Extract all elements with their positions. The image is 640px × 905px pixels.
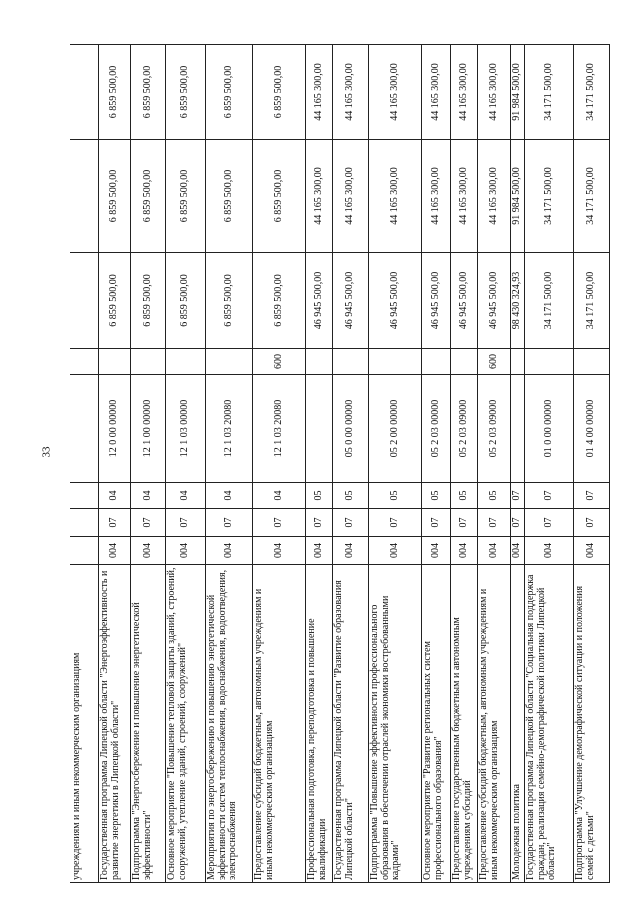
cell-section: 07 (585, 517, 597, 528)
cell-section: 07 (429, 517, 441, 528)
cell-y2020: 44 165 300,00 (388, 167, 400, 225)
cell-y2019: 46 945 500,00 (429, 271, 441, 330)
cell-expense (451, 349, 477, 374)
cell-expense (511, 349, 524, 374)
cell-y2021: 91 984 500,00 (511, 63, 523, 121)
cell-admin (71, 537, 98, 564)
cell-name: Предоставление субсидий бюджетным, автономным учреждениям и иным некоммерческим организациям (253, 588, 275, 880)
cell-subsection: 04 (108, 490, 120, 501)
cell-y2021: 44 165 300,00 (388, 63, 400, 121)
cell-admin: 004 (542, 543, 554, 558)
cell-subsection: 07 (542, 490, 554, 501)
cell-y2020: 34 171 500,00 (542, 167, 554, 225)
cell-name: Молодежная политика (511, 784, 522, 880)
cell-target: 12 1 03 20080 (272, 399, 284, 458)
cell-y2020: 6 859 500,00 (272, 169, 284, 223)
cell-section: 07 (388, 517, 400, 528)
cell-target: 12 1 03 00000 (179, 399, 191, 458)
cell-name: Государственная программа Липецкой области "Социальная поддержка граждан, реализация семейно-демографической политики Липецкой области" (525, 574, 557, 880)
cell-y2019: 6 859 500,00 (179, 274, 191, 327)
cell-y2021: 34 171 500,00 (585, 63, 597, 121)
cell-subsection: 04 (141, 490, 153, 501)
cell-section: 07 (457, 517, 469, 528)
cell-section: 07 (179, 517, 191, 528)
cell-target: 12 1 03 20080 (222, 399, 234, 458)
cell-y2020: 44 165 300,00 (312, 167, 324, 225)
cell-section: 07 (222, 517, 234, 528)
cell-expense: 600 (487, 354, 499, 369)
cell-target: 05 2 00 00000 (388, 399, 400, 458)
cell-name: Подпрограмма "Повышение эффективности профессионального образования в обеспечении отраслей экономики востребованными кадрами" (369, 595, 401, 880)
page-number: 33 (40, 446, 52, 458)
cell-admin: 004 (108, 543, 120, 558)
cell-y2021: 6 859 500,00 (108, 65, 120, 119)
cell-target: 05 2 03 09000 (487, 399, 499, 458)
cell-section: 07 (542, 517, 554, 528)
cell-admin: 004 (457, 543, 469, 558)
cell-y2020: 44 165 300,00 (457, 167, 469, 225)
cell-name: Мероприятия по энергосбережению и повышению энергетической эффективности систем теплоснабжения, водоснабжения, водоотведения, электроснабжения (206, 569, 238, 880)
cell-subsection: 07 (585, 490, 597, 501)
cell-y2019: 6 859 500,00 (141, 274, 153, 327)
cell-y2020: 44 165 300,00 (487, 167, 499, 225)
cell-target: 01 0 00 00000 (542, 399, 554, 458)
cell-section (71, 509, 98, 536)
cell-target: 05 0 00 00000 (344, 399, 356, 458)
cell-y2019: 6 859 500,00 (222, 274, 234, 327)
cell-name: Основное мероприятие "Повышение тепловой защиты зданий, строений, сооружений, утепление зданий, строений, сооружений" (166, 567, 188, 880)
cell-y2020: 44 165 300,00 (344, 167, 356, 225)
cell-admin: 004 (511, 543, 523, 558)
cell-expense: 600 (272, 354, 284, 369)
cell-subsection: 05 (487, 490, 499, 501)
cell-y2019: 46 945 500,00 (388, 271, 400, 330)
cell-subsection: 05 (457, 490, 469, 501)
cell-target: 12 0 00 00000 (108, 399, 120, 458)
cell-expense (206, 349, 252, 374)
cell-expense (369, 349, 421, 374)
cell-expense (574, 349, 609, 374)
cell-target: 12 1 00 00000 (141, 399, 153, 458)
cell-y2021: 6 859 500,00 (141, 65, 153, 119)
cell-y2020: 44 165 300,00 (429, 167, 441, 225)
cell-y2020: 6 859 500,00 (108, 169, 120, 223)
cell-admin: 004 (179, 543, 191, 558)
cell-y2020: 34 171 500,00 (585, 167, 597, 225)
cell-y2019: 46 945 500,00 (312, 271, 324, 330)
cell-subsection: 04 (272, 490, 284, 501)
cell-y2020: 91 984 500,00 (511, 167, 523, 225)
cell-y2021: 44 165 300,00 (487, 63, 499, 121)
cell-target: 05 2 03 00000 (429, 399, 441, 458)
cell-y2020 (71, 140, 98, 252)
cell-subsection: 05 (312, 490, 324, 501)
cell-section: 07 (511, 517, 523, 528)
cell-section: 07 (312, 517, 324, 528)
cell-name: Основное мероприятие "Развитие региональных систем профессионального образования" (422, 641, 444, 880)
cell-y2020: 6 859 500,00 (222, 169, 234, 223)
cell-y2019 (71, 253, 98, 348)
cell-y2019: 34 171 500,00 (542, 271, 554, 330)
cell-subsection: 05 (388, 490, 400, 501)
cell-name: Государственная программа Липецкой области "Энергоэффективность и развитие энергетики в Липецкой области" (99, 570, 121, 880)
cell-y2021: 6 859 500,00 (222, 65, 234, 119)
cell-expense (525, 349, 573, 374)
cell-section: 07 (108, 517, 120, 528)
cell-y2020: 6 859 500,00 (179, 169, 191, 223)
cell-expense (422, 349, 450, 374)
cell-y2019: 34 171 500,00 (585, 271, 597, 330)
cell-subsection: 04 (179, 490, 191, 501)
cell-y2021: 6 859 500,00 (179, 65, 191, 119)
cell-expense (333, 349, 368, 374)
cell-y2021: 44 165 300,00 (312, 63, 324, 121)
cell-target (511, 375, 524, 482)
cell-subsection: 07 (511, 490, 523, 501)
cell-y2019: 46 945 500,00 (344, 271, 356, 330)
cell-expense (131, 349, 165, 374)
cell-target (71, 375, 98, 482)
cell-target: 01 4 00 00000 (585, 399, 597, 458)
cell-subsection: 05 (344, 490, 356, 501)
cell-name: Государственная программа Липецкой области "Развитие образования Липецкой области" (333, 580, 355, 880)
cell-y2020: 6 859 500,00 (141, 169, 153, 223)
cell-admin: 004 (487, 543, 499, 558)
cell-name: Профессиональная подготовка, переподготовка и повышение квалификации (306, 618, 328, 880)
cell-expense (166, 349, 205, 374)
cell-subsection (71, 483, 98, 508)
cell-expense (306, 349, 332, 374)
cell-y2019: 98 430 324,93 (511, 271, 523, 330)
cell-admin: 004 (222, 543, 234, 558)
cell-name: Подпрограмма "Улучшение демографической ситуации и положения семей с детьми" (574, 585, 596, 880)
cell-y2021: 6 859 500,00 (272, 65, 284, 119)
cell-subsection: 05 (429, 490, 441, 501)
cell-target: 05 2 03 09000 (457, 399, 469, 458)
cell-y2019: 46 945 500,00 (487, 271, 499, 330)
cell-y2021 (71, 45, 98, 139)
cell-target (306, 375, 332, 482)
cell-admin: 004 (272, 543, 284, 558)
cell-section: 07 (272, 517, 284, 528)
cell-admin: 004 (388, 543, 400, 558)
row-rule (609, 45, 610, 883)
cell-admin: 004 (585, 543, 597, 558)
cell-section: 07 (344, 517, 356, 528)
cell-name: Подпрограмма "Энергосбережение и повышение энергетической эффективности" (131, 602, 153, 880)
cell-admin: 004 (141, 543, 153, 558)
cell-expense (71, 349, 98, 374)
cell-y2019: 6 859 500,00 (272, 274, 284, 327)
cell-y2021: 44 165 300,00 (429, 63, 441, 121)
cell-section: 07 (487, 517, 499, 528)
cell-section: 07 (141, 517, 153, 528)
cell-name: Предоставление государственным бюджетным и автономным учреждениям субсидий (451, 617, 473, 880)
cell-admin: 004 (344, 543, 356, 558)
cell-subsection: 04 (222, 490, 234, 501)
cell-admin: 004 (429, 543, 441, 558)
column-rule (70, 882, 610, 883)
cell-y2019: 6 859 500,00 (108, 274, 120, 327)
cell-y2021: 44 165 300,00 (457, 63, 469, 121)
cell-admin: 004 (312, 543, 324, 558)
cell-name: Предоставление субсидий бюджетным, автономным учреждениям и иным некоммерческим организациям (478, 588, 500, 880)
cell-y2021: 44 165 300,00 (344, 63, 356, 121)
cell-y2021: 34 171 500,00 (542, 63, 554, 121)
cell-name: учреждениям и иным некоммерческим организациям (71, 652, 82, 880)
cell-y2019: 46 945 500,00 (457, 271, 469, 330)
cell-expense (99, 349, 130, 374)
